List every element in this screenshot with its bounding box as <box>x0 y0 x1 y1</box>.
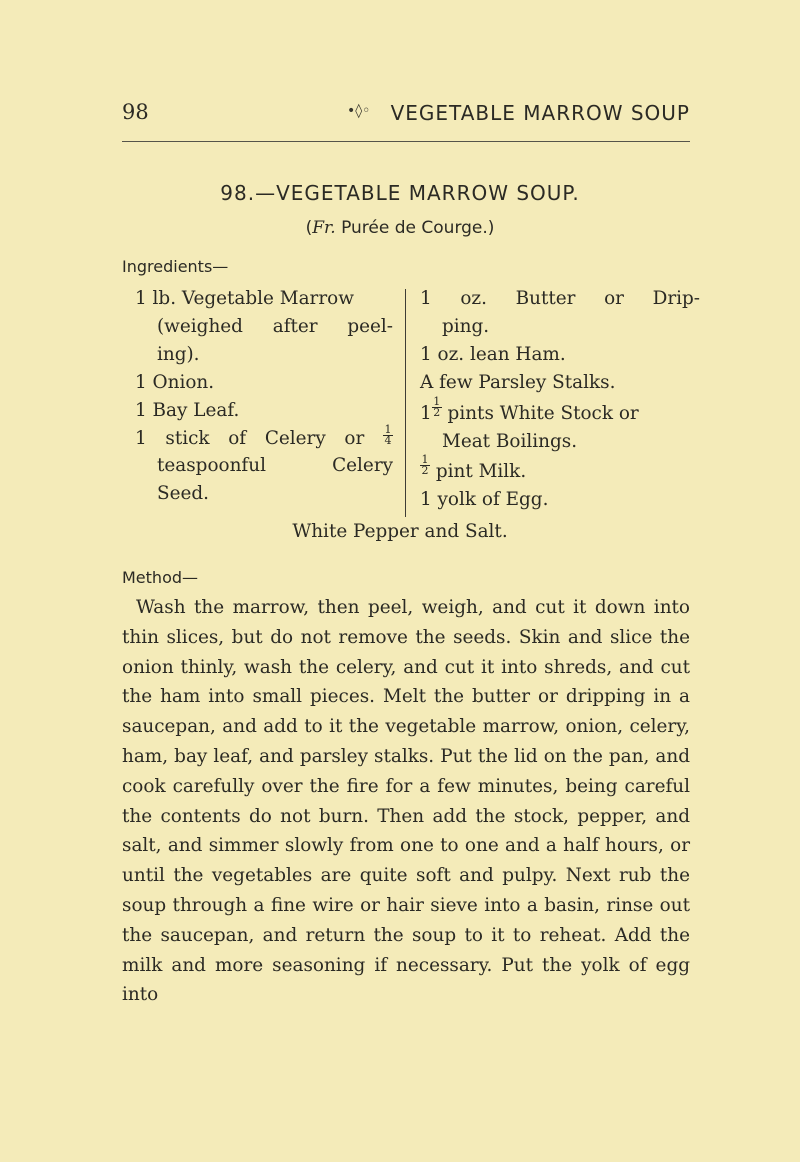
ingredients-left-column <box>135 285 393 508</box>
word: after <box>272 315 318 337</box>
column-divider <box>405 289 406 517</box>
ingredient-line <box>135 452 393 480</box>
subtitle-french-name: Purée de Courge.) <box>335 218 495 238</box>
ingredient-line: ping. <box>442 315 490 337</box>
running-title: VEGETABLE MARROW SOUP <box>390 101 690 125</box>
seasoning-line: White Pepper and Salt. <box>292 521 508 542</box>
word: or <box>344 427 365 449</box>
method-paragraph: Wash the marrow, then peel, weigh, and cut it down into thin slices, but do not remove the seeds. Skin and slice the onion thinly, wash the celery, and cut it into shreds, and cut the ham into small pieces. Melt the butter or dripping in a saucepan, and add to it the vegetable marrow, onion, celery, ham, bay leaf, and parsley stalks. Put the lid on the pan, and cook carefully over the fire for a few minutes, being careful the contents do not burn. Then add the stock, pepper, and salt, and simmer slowly from one to one and a half hours, or until the vegetables are quite soft and pulpy. Next rub the soup through a fine wire or hair sieve into a basin, rinse out the saucepan, and return the soup to it to reheat. Add the milk and more seasoning if necessary. Put the yolk of egg into <box>122 597 690 1006</box>
word: Butter <box>515 288 576 309</box>
running-head <box>122 100 690 136</box>
word: oz. <box>460 288 487 309</box>
word: 1 <box>420 288 432 309</box>
recipe-title: 98.—VEGETABLE MARROW SOUP. <box>220 181 580 205</box>
fraction-half: $\frac{1}{2}$ <box>421 453 429 478</box>
word: teaspoonful <box>157 455 266 477</box>
fraction-half: $\frac{1}{2}$ <box>433 394 441 419</box>
fraction-quarter: $\frac{1}{4}$ <box>384 422 392 447</box>
ingredient-line: A few Parsley Stalks. <box>420 371 616 393</box>
ingredient-line: 1 Onion. <box>135 371 215 393</box>
ingredient-line: 1 Bay Leaf. <box>135 399 240 421</box>
word: Drip- <box>652 288 700 309</box>
word: Celery <box>264 427 326 449</box>
method-text <box>122 593 690 1010</box>
method-label: Method— <box>122 568 199 587</box>
ingredient-line: Meat Boilings. <box>442 430 578 452</box>
page-number: 98 <box>122 100 149 124</box>
word: (weighed <box>157 315 243 337</box>
header-rule <box>122 141 690 142</box>
word: of <box>228 427 247 449</box>
ingredient-line <box>420 285 700 313</box>
whole-number: 1 <box>420 402 432 424</box>
ingredient-text: pints White Stock or <box>441 402 639 424</box>
ingredient-line <box>135 422 393 453</box>
recipe-subtitle <box>0 218 800 238</box>
subtitle-language: Fr. <box>312 218 336 238</box>
ingredient-text: pint Milk. <box>430 461 527 483</box>
word: or <box>604 288 624 309</box>
ingredient-line <box>420 455 700 486</box>
ingredient-line <box>135 313 393 341</box>
ornament-icon: •◊◦ <box>347 103 371 119</box>
ingredient-line: 1 yolk of Egg. <box>420 489 549 511</box>
ingredient-line <box>420 394 700 428</box>
ingredient-line: 1 lb. Vegetable Marrow <box>135 288 354 309</box>
ingredient-line: Seed. <box>157 483 209 505</box>
word: Celery <box>332 455 393 477</box>
ingredients-label: Ingredients— <box>122 257 229 276</box>
word: peel- <box>347 315 393 337</box>
word: stick <box>165 427 210 449</box>
word: 1 <box>135 427 147 449</box>
ingredient-line: ing). <box>157 343 200 365</box>
ingredient-line: 1 oz. lean Ham. <box>420 343 566 365</box>
subtitle-open-paren: ( <box>305 218 313 238</box>
ingredients-right-column <box>420 285 700 514</box>
